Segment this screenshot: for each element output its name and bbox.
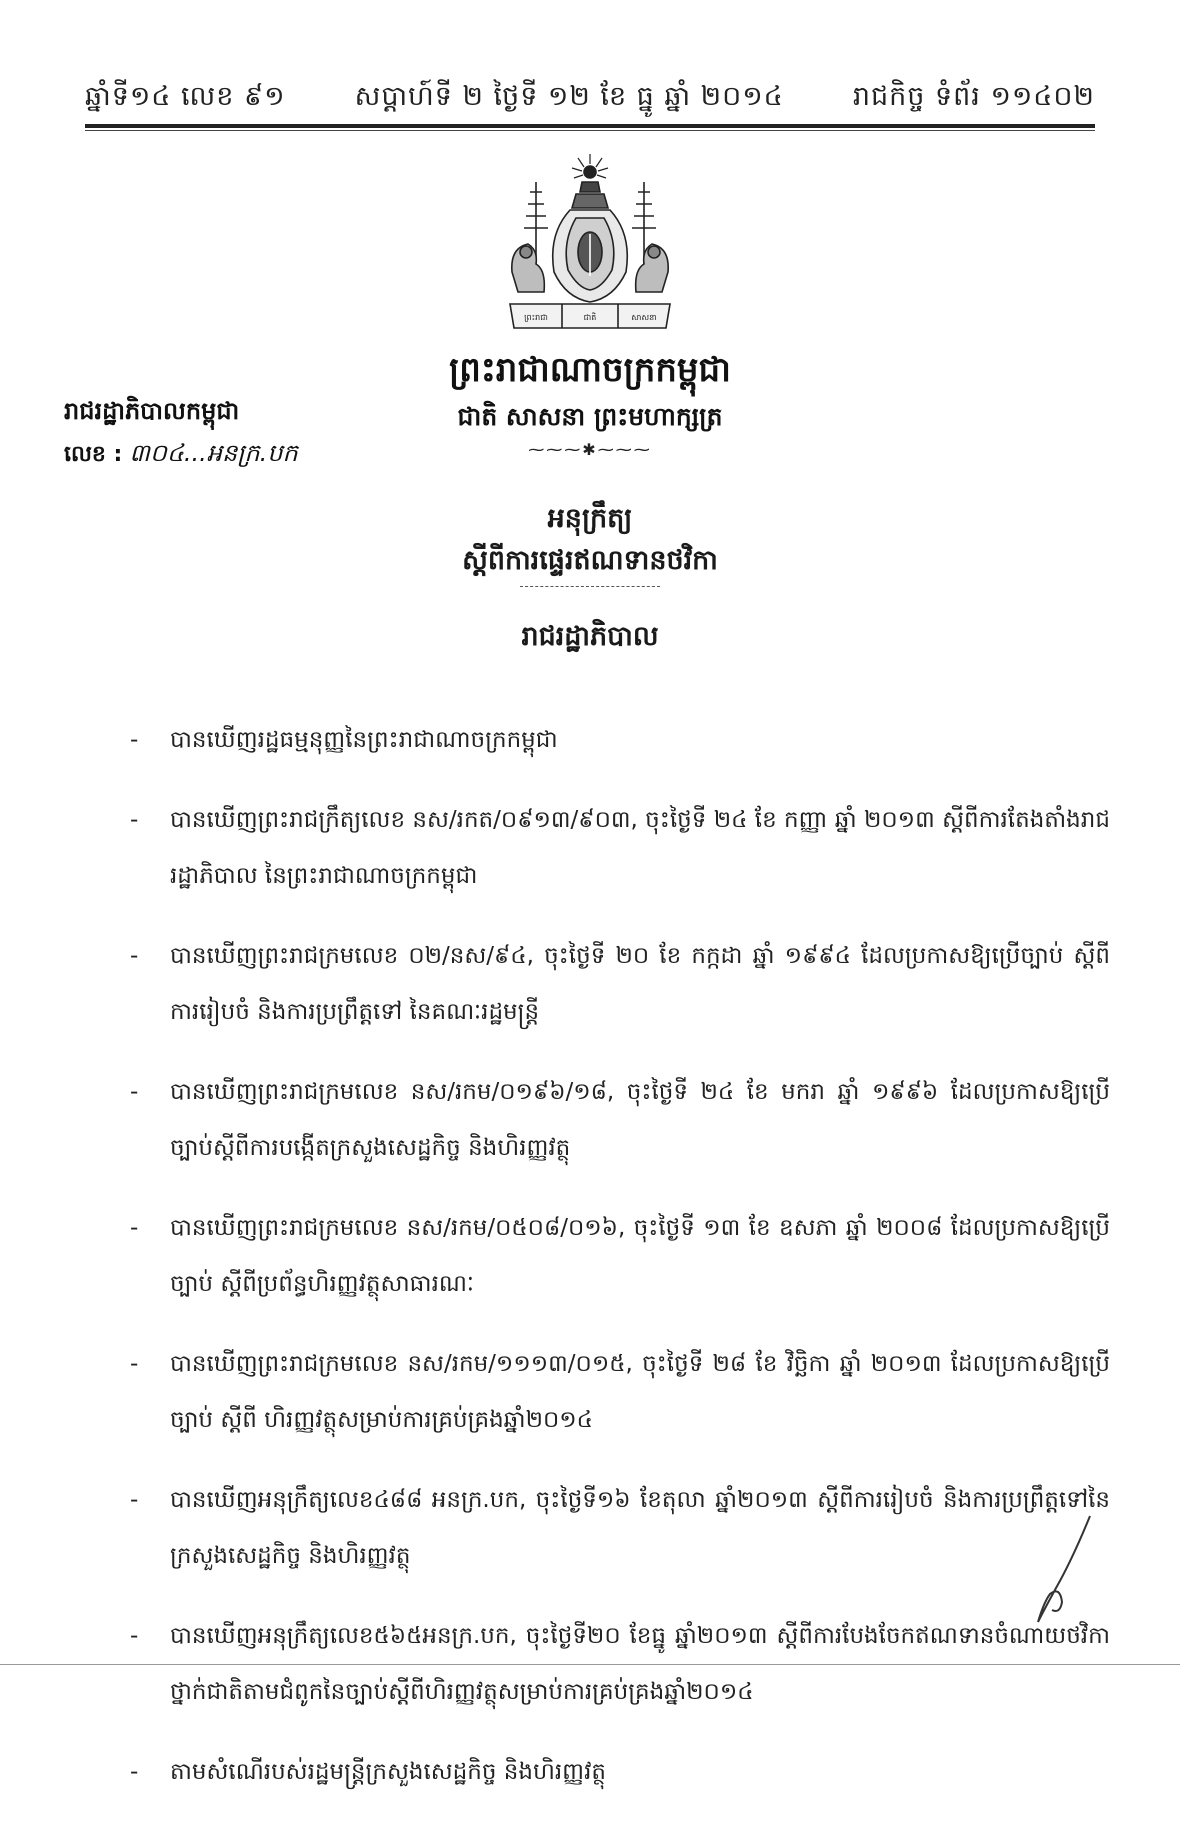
reference-label: លេខ :: [64, 442, 123, 467]
issuing-body-heading: រាជរដ្ឋាភិបាល: [521, 621, 659, 652]
bullet-dash: -: [130, 1487, 139, 1513]
recital-item: [130, 1064, 1110, 1176]
recital-item: [130, 1336, 1110, 1448]
header-rule-thick: [85, 124, 1095, 128]
bullet-dash: -: [130, 1079, 139, 1105]
gazette-date: សប្តាហ៍ទី ២ ថ្ងៃទី ១២ ខែ ធ្នូ ឆ្នាំ ២០១៤: [354, 80, 784, 112]
recital-item: [130, 1472, 1110, 1584]
bullet-dash: -: [130, 1351, 139, 1377]
bullet-dash: -: [130, 1623, 139, 1649]
emblem-banner-left: ព្រះរាជា: [524, 313, 548, 322]
subject-divider: [520, 586, 660, 587]
emblem-banner-right: សាសនា: [631, 313, 657, 322]
motto-ornament: ⁓⁓⁓✱⁓⁓⁓: [528, 440, 652, 459]
recital-text: បានឃើញព្រះរាជក្រមលេខ នស/រកម/០១៩៦/១៨, ចុះថ្ងៃទី ២៤ ខែ មករា ឆ្នាំ ១៩៩៦ ដែលប្រកាសឱ្យប្រើ ច្បាប់ស្តីពីការបង្កើតក្រសួងសេដ្ឋកិច្ច និងហិរញ្ញវត្ថុ: [170, 1079, 1110, 1161]
reference-number: ៣០៤...អនក្រ.បក: [129, 439, 298, 467]
recital-text: បានឃើញអនុក្រឹត្យលេខ៥៦៥អនក្រ.បក, ចុះថ្ងៃទី២០ ខែធ្នូ ឆ្នាំ២០១៣ ស្តីពីការបែងចែកឥណទានចំណាយថវិកាថ្នាក់ជាតិតាមជំពូកនៃច្បាប់ស្តីពីហិរញ្ញវត្ថុសម្រាប់ការគ្រប់គ្រងឆ្នាំ២០១៤: [170, 1623, 1110, 1705]
recital-text: បានឃើញរដ្ឋធម្មនុញ្ញនៃព្រះរាជាណាចក្រកម្ពុជា: [170, 727, 558, 753]
recital-item: [130, 1200, 1110, 1312]
recitals-list: [130, 712, 1110, 1824]
bullet-dash: -: [130, 727, 139, 753]
reference-number-line: [64, 438, 298, 473]
royal-arms-emblem: [500, 152, 680, 342]
recital-text: តាមសំណើរបស់រដ្ឋមន្ត្រីក្រសួងសេដ្ឋកិច្ច និងហិរញ្ញវត្ថុ: [170, 1759, 606, 1785]
document-type: អនុក្រឹត្យ: [547, 503, 633, 534]
recital-item: [130, 792, 1110, 904]
header-rule-thin: [85, 130, 1095, 131]
handwritten-initials: [1020, 1510, 1100, 1630]
bullet-dash: -: [130, 1759, 139, 1785]
recital-item: [130, 712, 1110, 768]
recital-text: បានឃើញព្រះរាជក្រឹត្យលេខ នស/រកត/០៩១៣/៩០៣, ចុះថ្ងៃទី ២៤ ខែ កញ្ញា ឆ្នាំ ២០១៣ ស្តីពីការតែងតាំងរាជរដ្ឋាភិបាល នៃព្រះរាជាណាចក្រកម្ពុជា: [170, 807, 1110, 889]
gazette-page-number: រាជកិច្ច ទំព័រ ១១៤០២: [852, 80, 1095, 112]
bullet-dash: -: [130, 807, 139, 833]
page-bottom-edge: [0, 1664, 1180, 1665]
recital-text: បានឃើញព្រះរាជក្រមលេខ ០២/នស/៩៤, ចុះថ្ងៃទី ២០ ខែ កក្កដា ឆ្នាំ ១៩៩៤ ដែលប្រកាសឱ្យប្រើច្បាប់ ស្តីពីការរៀបចំ និងការប្រព្រឹត្តទៅ នៃគណៈរដ្ឋមន្ត្រី: [170, 943, 1110, 1025]
recital-text: បានឃើញព្រះរាជក្រមលេខ នស/រកម/០៥០៨/០១៦, ចុះថ្ងៃទី ១៣ ខែ ឧសភា ឆ្នាំ ២០០៨ ដែលប្រកាសឱ្យប្រើច្បាប់ ស្តីពីប្រព័ន្ធហិរញ្ញវត្ថុសាធារណៈ: [170, 1215, 1110, 1297]
gazette-year-issue: ឆ្នាំទី១៤ លេខ ៩១: [85, 80, 286, 112]
recital-item: [130, 928, 1110, 1040]
national-motto: ជាតិ សាសនា ព្រះមហាក្សត្រ: [457, 402, 723, 431]
bullet-dash: -: [130, 1215, 139, 1241]
recital-text: បានឃើញព្រះរាជក្រមលេខ នស/រកម/១១១៣/០១៥, ចុះថ្ងៃទី ២៨ ខែ វិច្ឆិកា ឆ្នាំ ២០១៣ ដែលប្រកាសឱ្យប្រើច្បាប់ ស្តីពី ហិរញ្ញវត្ថុសម្រាប់ការគ្រប់គ្រងឆ្នាំ២០១៤: [170, 1351, 1110, 1433]
bullet-dash: -: [130, 943, 139, 969]
recital-item: [130, 1744, 1110, 1800]
gazette-header: [85, 78, 1095, 120]
kingdom-title: ព្រះរាជាណាចក្រកម្ពុជា: [449, 350, 731, 390]
recital-text: បានឃើញអនុក្រឹត្យលេខ៤៨៨ អនក្រ.បក, ចុះថ្ងៃទី១៦ ខែតុលា ឆ្នាំ២០១៣ ស្តីពីការរៀបចំ និងការប្រព្រឹត្តទៅនៃក្រសួងសេដ្ឋកិច្ច និងហិរញ្ញវត្ថុ: [170, 1487, 1110, 1569]
document-subject: ស្តីពីការផ្ទេរឥណទានថវិកា: [462, 545, 718, 576]
issuing-authority: រាជរដ្ឋាភិបាលកម្ពុជា: [64, 397, 240, 425]
emblem-banner-center: ជាតិ: [583, 313, 597, 322]
